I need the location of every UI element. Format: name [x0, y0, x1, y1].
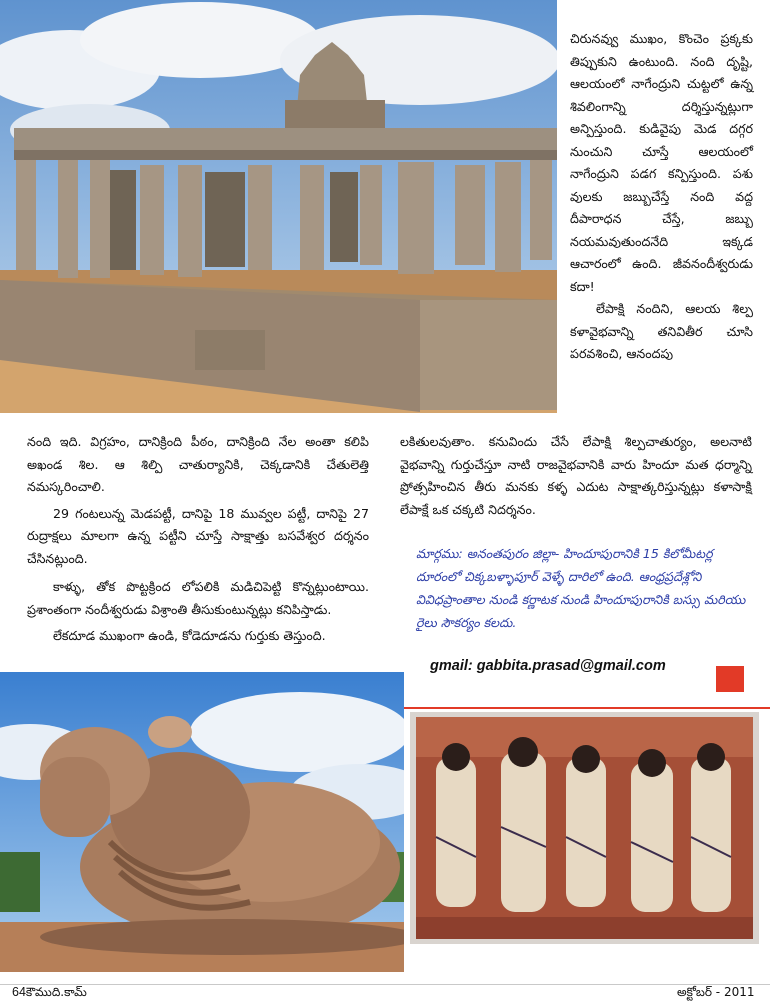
article-column-left [27, 431, 369, 648]
paragraph: లకితులవుతాం. కనువిందు చేసే లేపాక్షి శిల్పచాతుర్యం, అలనాటి వైభవాన్ని గుర్తుచేస్తూ నాటి రాజవైభవానికి వారు హిందూ మత ధర్మాన్ని ప్రోత్సహించిన తీరు మనకు కళ్ళ ఎదుట సాక్షాత్కరిస్తున్నట్లు కళాసాక్షి లేపాక్షే ఒక చక్కటి నిదర్శనం. [400, 434, 752, 517]
route-label: మార్గము: [416, 546, 463, 561]
page-number: 64 [12, 985, 26, 999]
footer-page-info [12, 985, 87, 1002]
nandi-photo [0, 672, 404, 972]
mural-painting [416, 717, 753, 939]
divider-line [404, 707, 770, 709]
footer-issue: అక్టోబర్ - 2011 [677, 985, 755, 999]
paragraph: నంది ఇది. విగ్రహం, దానిక్రింది పీఠం, దానిక్రింది నేల అంతా కలిపి అఖండ శిల. ఆ శిల్పి చాతుర్యానికి, చెక్కడానికి చేతులెత్తి నమస్కరించాలి. [27, 434, 369, 494]
temple-photo [0, 0, 557, 413]
paragraph: చిరునవ్వు ముఖం, కొంచెం ప్రక్కకు తిప్పుకుని ఉంటుంది. నంది దృష్టి, ఆలయంలో నాగేంద్రుని చుట్టలో ఉన్న శివలింగాన్ని దర్శిస్తున్నట్లుగా అన్పిస్తుంది. కుడివైపు మెడ దగ్గర నుంచుని చూస్తే ఆలయంలో నాగేంద్రుని పడగ కన్పిస్తుంది. పశు వులకు జబ్బుచేస్తే నంది వద్ద దీపారాధన చేస్తే, జబ్బు నయమవుతుందనేది ఇక్కడ ఆచారంలో ఉంది. జీవనందీశ్వరుడు కదా! [570, 31, 753, 294]
paragraph: లేకదూడ ముఖంగా ఉండి, కోడెదూడను గుర్తుకు తెస్తుంది. [53, 628, 326, 643]
red-square-marker [716, 666, 744, 692]
article-column-right-top [570, 28, 753, 366]
magazine-name: కౌముది.కామ్ [25, 985, 87, 999]
paragraph: కాళ్ళు, తోక పొట్టక్రింద లోపలికి మడిచిపెట్టి కొన్నట్లుంటాయి. ప్రశాంతంగా నందీశ్వరుడు విశ్రాంతి తీసుకుంటున్నట్లు కనిపిస్తాడు. [27, 579, 369, 617]
article-column-right-mid [400, 431, 752, 521]
paragraph: లేపాక్షి నందిని, ఆలయ శిల్ప కళావైభవాన్ని తనివితీర చూసి పరవశించి, ఆనందపు [570, 301, 753, 361]
author-email: gmail: gabbita.prasad@gmail.com [430, 658, 666, 674]
paragraph: 29 గంటలున్న మెడపట్టీ, దానిపై 18 మువ్వల పట్టీ, దానిపై 27 రుద్రాక్షలు మాలగా ఉన్న పట్టీని చూస్తే సాక్షాత్తు బసవేశ్వర దర్శనం చేసినట్లుంది. [27, 505, 369, 566]
footer-divider [0, 984, 770, 985]
route-text: అనంతపురం జిల్లా- హిందూపురానికి 15 కిలోమీటర్ల దూరంలో చిక్కబళ్ళాపూర్ వెళ్ళే దారిలో ఉంది. ఆంధ్రప్రదేశ్లోని వివిధప్రాంతాల నుండి కర్ణాటక నుండి హిందూపురానికి బస్సు మరియు రైలు సౌకర్యం కలదు. [416, 546, 746, 630]
route-info [416, 542, 754, 634]
